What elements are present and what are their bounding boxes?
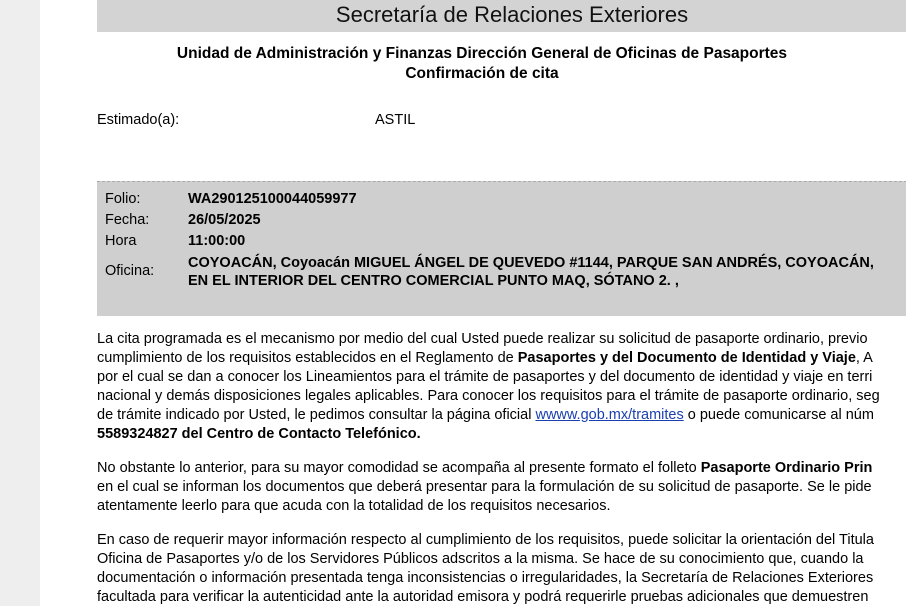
paragraph-more-info bbox=[97, 531, 906, 606]
recipient-name: ASTIL bbox=[375, 112, 416, 128]
text-span: o puede comunicarse al núm bbox=[683, 407, 874, 423]
subtitle-line-1: Unidad de Administración y Finanzas Dirección General de Oficinas de Pasaportes bbox=[176, 45, 788, 62]
appointment-info-box bbox=[97, 181, 906, 316]
contact-phone: 5589324827 del Centro de Contacto Telefónico. bbox=[97, 426, 421, 442]
viewer-left-margin bbox=[0, 0, 40, 606]
paragraph-line: facultada para verificar la autenticidad ante la autoridad emisora y podrá requerirle pruebas adicionales que demuestren bbox=[97, 589, 869, 605]
brochure-name: Pasaporte Ordinario Prin bbox=[700, 460, 873, 476]
hora-value: 11:00:00 bbox=[188, 233, 246, 249]
hora-label: Hora bbox=[105, 233, 137, 249]
text-span: de trámite indicado por Usted, le pedimos consultar la página oficial bbox=[97, 407, 536, 423]
document-subtitle bbox=[97, 44, 867, 84]
paragraph-line bbox=[97, 406, 906, 425]
folio-value: WA290125100044059977 bbox=[188, 191, 357, 207]
subtitle-line-2: Confirmación de cita bbox=[405, 65, 559, 82]
greeting bbox=[97, 112, 416, 128]
oficina-line-2: EN EL INTERIOR DEL CENTRO COMERCIAL PUNTO MAQ, SÓTANO 2. , bbox=[188, 273, 679, 289]
text-span: No obstante lo anterior, para su mayor comodidad se acompaña al presente formato el folleto bbox=[97, 460, 701, 476]
paragraph-line: En caso de requerir mayor información respecto al cumplimiento de los requisitos, puede solicitar la orientación del Titula bbox=[97, 532, 874, 548]
paragraph-line: documentación o información presentada tenga inconsistencias o irregularidades, la Secretaría de Relaciones Exteriores bbox=[97, 570, 874, 586]
paragraph-line: nacional y demás disposiciones legales aplicables. Para conocer los requisitos para el trámite de pasaporte ordinario, seg bbox=[97, 388, 880, 404]
regulation-name: Pasaportes y del Documento de Identidad y Viaje bbox=[517, 350, 856, 366]
paragraph-line: en el cual se informan los documentos que deberá presentar para la formulación de su solicitud de pasaporte. Se le pide bbox=[97, 479, 872, 495]
oficina-label: Oficina: bbox=[105, 263, 155, 279]
greeting-label: Estimado(a): bbox=[97, 112, 180, 128]
paragraph-line: La cita programada es el mecanismo por medio del cual Usted puede realizar su solicitud de pasaporte ordinario, previo bbox=[97, 331, 868, 347]
text-span: , A bbox=[855, 350, 873, 366]
banner-title: Secretaría de Relaciones Exteriores bbox=[97, 0, 906, 32]
text-span: cumplimiento de los requisitos establecidos en el Reglamento de bbox=[97, 350, 518, 366]
folio-label: Folio: bbox=[105, 191, 141, 207]
paragraph-line: atentamente leerlo para que acuda con la totalidad de los requisitos necesarios. bbox=[97, 498, 611, 514]
gob-tramites-link[interactable]: wwww.gob.mx/tramites bbox=[535, 407, 684, 423]
document-page bbox=[40, 0, 906, 606]
oficina-value bbox=[188, 254, 874, 290]
fecha-value: 26/05/2025 bbox=[188, 212, 261, 228]
paragraph-line bbox=[97, 349, 906, 368]
paragraph-line bbox=[97, 459, 906, 478]
paragraph-requirements bbox=[97, 330, 906, 444]
paragraph-line: por el cual se dan a conocer los Lineamientos para el trámite de pasaportes y del documento de identidad y viaje en terri bbox=[97, 369, 873, 385]
fecha-label: Fecha: bbox=[105, 212, 150, 228]
oficina-line-1: COYOACÁN, Coyoacán MIGUEL ÁNGEL DE QUEVEDO #1144, PARQUE SAN ANDRÉS, COYOACÁN, bbox=[188, 255, 874, 271]
paragraph-line bbox=[97, 425, 906, 444]
paragraph-line: Oficina de Pasaportes y/o de los Servidores Públicos adscritos a la misma. Se hace de su conocimiento que, cuando la bbox=[97, 551, 864, 567]
paragraph-brochure bbox=[97, 459, 906, 516]
